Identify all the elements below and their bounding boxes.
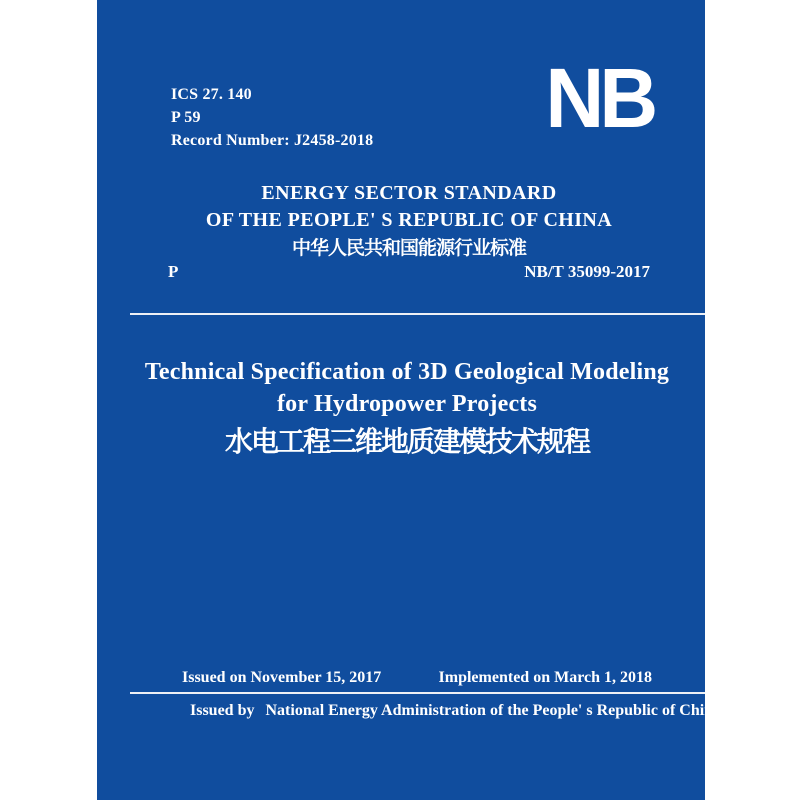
- title-block: [103, 356, 711, 463]
- top-divider-line: [130, 313, 705, 315]
- ics-codes-block: [171, 83, 373, 152]
- standard-type-block: [105, 180, 713, 263]
- issued-by-label: Issued by: [190, 702, 255, 719]
- class-letter: P: [168, 262, 179, 281]
- title-zh: 水电工程三维地质建模技术规程: [224, 427, 589, 458]
- issued-by-row: [190, 702, 721, 720]
- classification-row: [168, 262, 650, 282]
- implemented-date: Implemented on March 1, 2018: [438, 669, 652, 686]
- issued-by-value: National Energy Administration of the People' s Republic of China: [265, 702, 722, 719]
- title-en-line1: Technical Specification of 3D Geological Modeling: [144, 359, 670, 385]
- ics-code: ICS 27. 140: [171, 86, 252, 103]
- dates-row: [182, 669, 652, 687]
- title-en-line2: for Hydropower Projects: [276, 391, 538, 417]
- classification-code: P 59: [171, 109, 201, 126]
- bottom-divider-line: [130, 692, 705, 694]
- standard-type-en-line2: OF THE PEOPLE' S REPUBLIC OF CHINA: [205, 209, 613, 231]
- standard-number: NB/T 35099-2017: [524, 262, 650, 281]
- standard-type-zh: 中华人民共和国能源行业标准: [291, 238, 526, 259]
- record-number: Record Number: J2458-2018: [171, 132, 374, 149]
- issued-date: Issued on November 15, 2017: [182, 669, 382, 686]
- nb-logo: NB: [545, 51, 653, 145]
- standard-cover: [97, 0, 722, 800]
- standard-type-en-line1: ENERGY SECTOR STANDARD: [261, 182, 557, 204]
